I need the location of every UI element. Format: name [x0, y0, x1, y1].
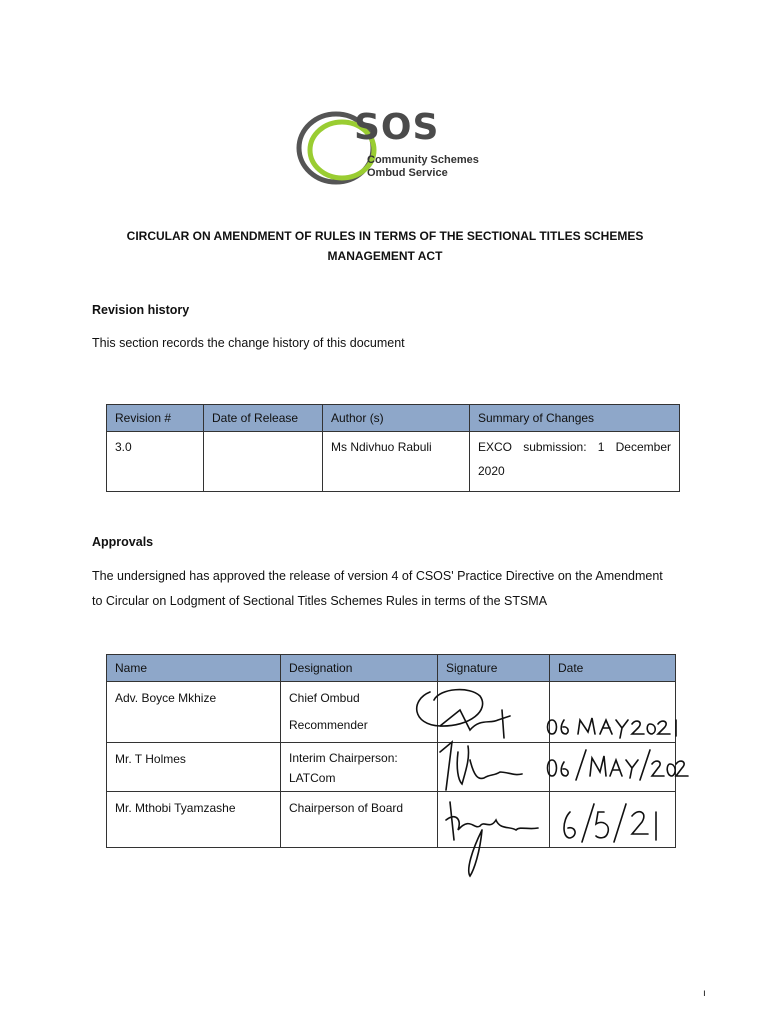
designation-line-1: Chief Ombud [289, 691, 360, 705]
csos-logo [292, 108, 492, 188]
handwritten-date-3 [564, 804, 656, 842]
approvals-heading: Approvals [92, 535, 154, 549]
handwritten-date-2 [548, 750, 689, 780]
designation-text-1: Interim Chairperson: [289, 751, 398, 765]
title-line-2: MANAGEMENT ACT [327, 249, 443, 263]
revision-heading: Revision history [92, 303, 190, 317]
approvals-intro [92, 564, 663, 614]
title-line-1: CIRCULAR ON AMENDMENT OF RULES IN TERMS OF THE SECTIONAL TITLES SCHEMES [126, 229, 644, 243]
header-author: Author (s) [323, 405, 470, 432]
handwritten-signatures [400, 680, 690, 880]
header-signature: Signature [438, 655, 550, 682]
revision-intro: This section records the change history of this document [92, 336, 405, 350]
header-revision: Revision # [107, 405, 204, 432]
signature-3 [446, 802, 538, 876]
approvals-intro-line-2: to Circular on Lodgment of Sectional Titles Schemes Rules in terms of the STSMA [92, 594, 548, 608]
cell-designation: Chairperson of Board [281, 792, 438, 848]
document-title [90, 226, 680, 266]
cell-author: Ms Ndivhuo Rabuli [323, 432, 470, 492]
revision-table [106, 404, 680, 492]
logo-line-1: Community Schemes [367, 154, 479, 166]
cell-name: Adv. Boyce Mkhize [107, 682, 281, 743]
header-summary: Summary of Changes [470, 405, 680, 432]
cell-revision: 3.0 [107, 432, 204, 492]
cell-date [204, 432, 323, 492]
header-name: Name [107, 655, 281, 682]
header-date: Date of Release [204, 405, 323, 432]
header-designation: Designation [281, 655, 438, 682]
logo-wordmark: SOS [354, 107, 440, 148]
logo-line-2: Ombud Service [367, 167, 448, 179]
page-mark: ı [703, 988, 706, 999]
table-header-row [107, 655, 676, 682]
table-row [107, 432, 680, 492]
handwritten-date-1 [548, 718, 677, 738]
cell-summary: EXCO submission: 1 December 2020 [470, 432, 680, 492]
cell-name: Mr. Mthobi Tyamzashe [107, 792, 281, 848]
table-header-row [107, 405, 680, 432]
cell-name: Mr. T Holmes [107, 743, 281, 792]
signature-2 [440, 742, 522, 790]
designation-line-2: LATCom [289, 771, 336, 785]
header-date: Date [550, 655, 676, 682]
designation-line-2: Recommender [289, 718, 368, 732]
approvals-intro-line-1: The undersigned has approved the release of version 4 of CSOS' Practice Directive on the Amendment [92, 569, 663, 583]
signature-1 [417, 690, 510, 738]
